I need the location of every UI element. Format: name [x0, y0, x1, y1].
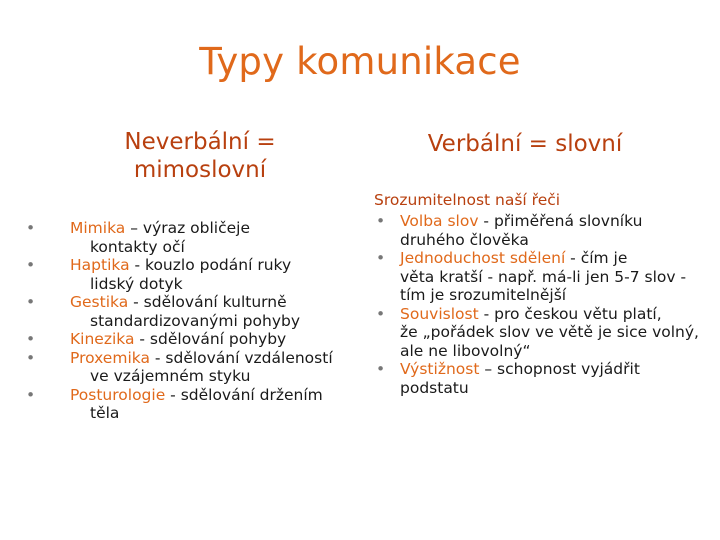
- right-intro: Srozumitelnost naší řeči: [374, 191, 561, 209]
- list-item: [376, 360, 706, 397]
- item-continuation: kontakty očí: [90, 237, 185, 256]
- item-text: - kouzlo podání ruky: [129, 256, 292, 274]
- list-item: [26, 256, 366, 293]
- item-term: Kinezika: [70, 330, 135, 348]
- item-text: - sdělování vzdáleností: [149, 348, 333, 367]
- nonverbal-list: [26, 219, 366, 423]
- item-text: - pro českou větu platí,: [478, 304, 662, 323]
- left-heading-line1: Neverbální =: [124, 129, 276, 155]
- bullet-icon: •: [26, 293, 36, 311]
- item-term: Haptika: [70, 256, 130, 274]
- list-item: [26, 219, 366, 256]
- item-text: - přiměřená slovníku: [478, 212, 643, 230]
- list-item: [376, 212, 706, 249]
- bullet-icon: •: [26, 385, 36, 404]
- item-text: - sdělování kulturně: [128, 293, 287, 311]
- item-text: - sdělování pohyby: [134, 330, 287, 348]
- bullet-icon: •: [376, 304, 386, 323]
- list-item: [26, 349, 366, 386]
- item-term: Souvislost: [400, 304, 479, 323]
- item-text: – výraz obličeje: [125, 219, 251, 237]
- item-continuation: standardizovanými pohyby: [90, 311, 301, 330]
- item-continuation: věta kratší - např. má-li jen 5-7 slov - tím je srozumitelnější: [400, 267, 687, 304]
- list-item: [376, 305, 706, 361]
- verbal-list: [376, 212, 706, 397]
- item-text: - sdělování držením: [165, 385, 323, 404]
- list-item: [26, 330, 366, 349]
- item-term: Jednoduchost sdělení: [400, 249, 566, 267]
- item-term: Posturologie: [70, 385, 166, 404]
- list-item: [376, 249, 706, 305]
- item-term: Proxemika: [70, 348, 150, 367]
- slide-title: Typy komunikace: [199, 40, 521, 83]
- item-term: Mimika: [70, 219, 126, 237]
- bullet-icon: •: [26, 330, 36, 348]
- left-column-heading: [70, 128, 330, 184]
- item-continuation: těla: [90, 404, 120, 422]
- bullet-icon: •: [376, 360, 386, 378]
- left-heading-line2: mimoslovní: [133, 157, 267, 183]
- bullet-icon: •: [26, 219, 36, 237]
- bullet-icon: •: [376, 249, 386, 267]
- item-term: Gestika: [70, 293, 129, 311]
- bullet-icon: •: [376, 212, 386, 230]
- item-text: – schopnost vyjádřit: [479, 360, 640, 378]
- item-term: Výstižnost: [400, 360, 480, 378]
- right-column-heading: Verbální = slovní: [427, 131, 623, 157]
- bullet-icon: •: [26, 348, 36, 367]
- item-continuation: že „pořádek slov ve větě je sice volný, ale ne libovolný“: [400, 323, 699, 360]
- bullet-icon: •: [26, 256, 36, 274]
- item-term: Volba slov: [400, 212, 479, 230]
- item-text: - čím je: [565, 249, 628, 267]
- item-continuation: ve vzájemném styku: [90, 367, 251, 385]
- item-continuation: druhého člověka: [400, 230, 529, 249]
- list-item: [26, 293, 366, 330]
- item-continuation: lidský dotyk: [90, 274, 183, 293]
- item-continuation: podstatu: [400, 378, 469, 397]
- list-item: [26, 386, 366, 423]
